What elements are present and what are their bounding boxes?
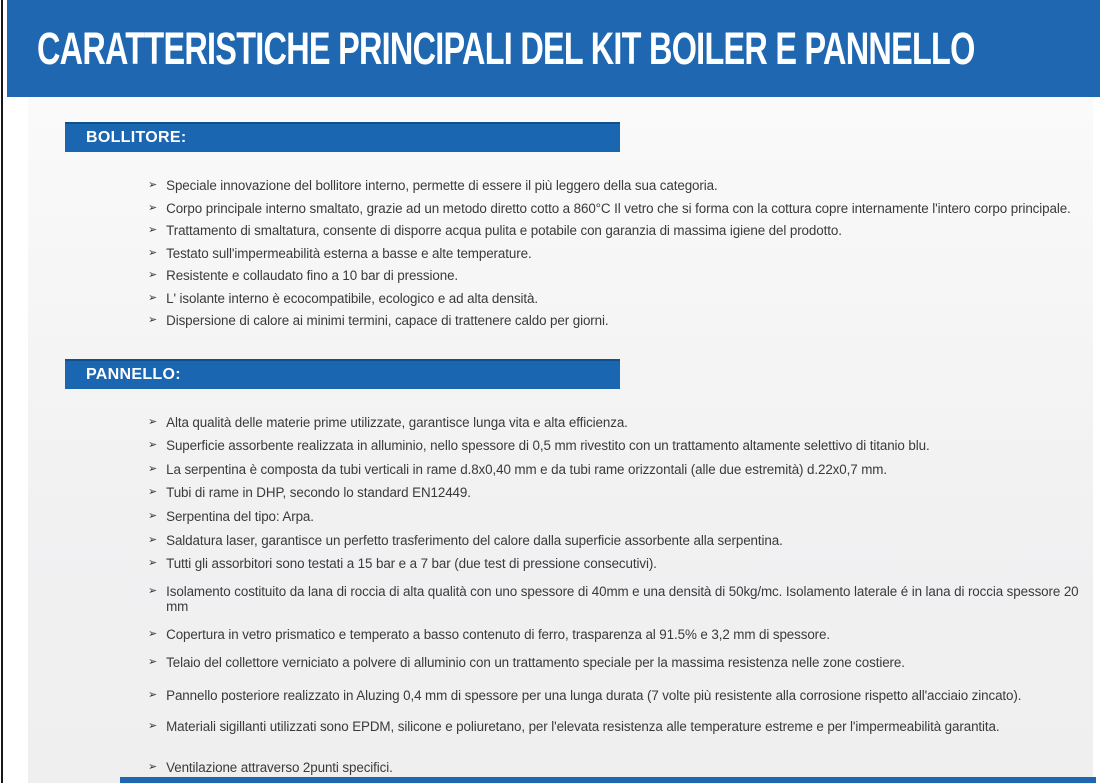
list-item-text: Serpentina del tipo: Arpa. — [166, 509, 314, 525]
arrow-bullet-icon: ➢ — [148, 461, 158, 475]
list-item-text: Telaio del collettore verniciato a polvere di alluminio con un trattamento speciale per la massima resistenza nelle zone costiere. — [166, 655, 905, 671]
list-item — [148, 509, 1079, 525]
arrow-bullet-icon: ➢ — [148, 414, 158, 428]
list-item-text: Speciale innovazione del bollitore interno, permette di essere il più leggero della sua categoria. — [166, 178, 718, 193]
list-item — [148, 584, 1079, 615]
arrow-bullet-icon: ➢ — [148, 719, 158, 733]
bollitore-list — [148, 178, 1093, 329]
list-item-text: Dispersione di calore ai minimi termini, capace di trattenere caldo per giorni. — [166, 313, 609, 329]
arrow-bullet-icon: ➢ — [148, 245, 158, 259]
list-item — [148, 688, 1079, 704]
list-item — [148, 438, 1079, 454]
arrow-bullet-icon: ➢ — [148, 485, 158, 499]
arrow-bullet-icon: ➢ — [148, 655, 158, 669]
list-item — [148, 485, 1079, 501]
list-item — [148, 556, 1079, 572]
list-item — [148, 462, 1079, 478]
list-item-text: Trattamento di smaltatura, consente di disporre acqua pulita e potabile con garanzia di massima igiene del prodotto. — [166, 223, 842, 239]
list-item-text: Alta qualità delle materie prime utilizzate, garantisce lunga vita e alta efficienza. — [166, 414, 628, 430]
arrow-bullet-icon: ➢ — [148, 509, 158, 523]
list-item-text: Tutti gli assorbitori sono testati a 15 bar e a 7 bar (due test di pressione consecutivi). — [166, 556, 657, 572]
section-bollitore — [28, 122, 1093, 329]
arrow-bullet-icon: ➢ — [148, 532, 158, 546]
section-header-pannello — [65, 359, 620, 389]
page-title: CARATTERISTICHE PRINCIPALI DEL KIT BOILER E PANNELLO — [37, 22, 975, 74]
section-header-bollitore — [65, 122, 620, 152]
list-item — [148, 291, 1079, 307]
section-label: BOLLITORE: — [86, 129, 187, 146]
list-item — [148, 223, 1079, 239]
list-item-text: Isolamento costituito da lana di roccia di alta qualità con uno spessore di 40mm e una densità di 50kg/mc. Isolamento laterale é in lana di roccia spessore 20 mm — [166, 583, 1079, 615]
arrow-bullet-icon: ➢ — [148, 583, 158, 597]
bottom-blue-strip — [120, 777, 1096, 783]
list-item — [148, 760, 1079, 776]
list-item — [148, 655, 1079, 671]
arrow-bullet-icon: ➢ — [148, 268, 158, 282]
list-item — [148, 415, 1079, 431]
arrow-bullet-icon: ➢ — [148, 223, 158, 237]
list-item-text: Tubi di rame in DHP, secondo lo standard EN12449. — [166, 485, 471, 501]
list-item-text: Testato sull'impermeabilità esterna a basse e alte temperature. — [166, 245, 532, 261]
section-label: PANNELLO: — [86, 365, 181, 383]
list-item — [148, 313, 1079, 329]
list-item-text: Copertura in vetro prismatico e temperato a basso contenuto di ferro, trasparenza al 91.5% e 3,2 mm di spessore. — [166, 626, 831, 642]
arrow-bullet-icon: ➢ — [148, 687, 158, 701]
list-item-text: L' isolante interno è ecocompatibile, ecologico e ad alta densità. — [166, 290, 539, 306]
list-item-text: Resistente e collaudato fino a 10 bar di pressione. — [166, 268, 459, 284]
pannello-list — [148, 415, 1093, 776]
arrow-bullet-icon: ➢ — [148, 438, 158, 452]
list-item-text: Superficie assorbente realizzata in alluminio, nello spessore di 0,5 mm rivestito con un trattamento altamente selettivo di titanio blu. — [166, 438, 930, 454]
content-area — [28, 97, 1093, 783]
list-item — [148, 178, 1079, 194]
section-pannello — [28, 359, 1093, 776]
list-item-text: Materiali sigillanti utilizzati sono EPDM, silicone e poliuretano, per l'elevata resistenza alle temperature estreme e per l'impermeabilità garantita. — [166, 719, 1000, 735]
arrow-bullet-icon: ➢ — [148, 313, 158, 327]
list-item-text: Saldatura laser, garantisce un perfetto trasferimento del calore dalla superficie assorbente alla serpentina. — [166, 532, 783, 548]
list-item — [148, 719, 1079, 735]
arrow-bullet-icon: ➢ — [148, 626, 158, 640]
list-item — [148, 533, 1079, 549]
page-header-banner — [7, 0, 1100, 97]
arrow-bullet-icon: ➢ — [148, 290, 158, 304]
list-item — [148, 268, 1079, 284]
list-item — [148, 201, 1079, 217]
list-item-text: Ventilazione attraverso 2punti specifici. — [166, 759, 393, 775]
list-item-text: Corpo principale interno smaltato, grazie ad un metodo diretto cotto a 860°C Il vetro che si forma con la cottura copre internamente l'intero corpo principale. — [166, 200, 1071, 216]
arrow-bullet-icon: ➢ — [148, 178, 158, 191]
arrow-bullet-icon: ➢ — [148, 556, 158, 570]
list-item-text: Pannello posteriore realizzato in Aluzing 0,4 mm di spessore per una lunga durata (7 volte più resistente alla corrosione rispetto all'acciaio zincato). — [166, 687, 1022, 703]
page-left-border — [1, 0, 3, 783]
arrow-bullet-icon: ➢ — [148, 200, 158, 214]
list-item — [148, 246, 1079, 262]
list-item — [148, 627, 1079, 643]
list-item-text: La serpentina è composta da tubi verticali in rame d.8x0,40 mm e da tubi rame orizzontali (alle due estremità) d.22x0,7 mm. — [166, 461, 887, 477]
arrow-bullet-icon: ➢ — [148, 759, 158, 773]
